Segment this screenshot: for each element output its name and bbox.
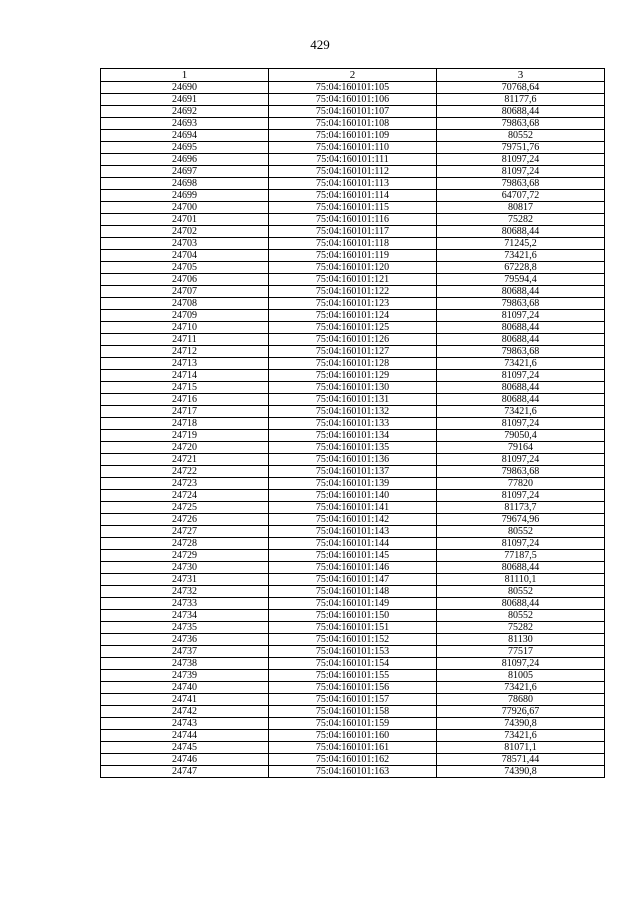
value-cell: 77187,5 xyxy=(437,550,605,562)
value-cell: 80552 xyxy=(437,610,605,622)
value-cell: 81097,24 xyxy=(437,154,605,166)
cadastral-number-cell: 75:04:160101:136 xyxy=(269,454,437,466)
row-number-cell: 24733 xyxy=(101,598,269,610)
value-cell: 81097,24 xyxy=(437,310,605,322)
cadastral-number-cell: 75:04:160101:121 xyxy=(269,274,437,286)
value-cell: 79594,4 xyxy=(437,274,605,286)
row-number-cell: 24710 xyxy=(101,322,269,334)
value-cell: 79751,76 xyxy=(437,142,605,154)
value-cell: 79863,68 xyxy=(437,466,605,478)
table-row xyxy=(101,226,605,238)
value-cell: 77926,67 xyxy=(437,706,605,718)
row-number-cell: 24714 xyxy=(101,370,269,382)
cadastral-number-cell: 75:04:160101:135 xyxy=(269,442,437,454)
row-number-cell: 24723 xyxy=(101,478,269,490)
table-row xyxy=(101,490,605,502)
cadastral-number-cell: 75:04:160101:113 xyxy=(269,178,437,190)
row-number-cell: 24721 xyxy=(101,454,269,466)
cadastral-number-cell: 75:04:160101:153 xyxy=(269,646,437,658)
value-cell: 80552 xyxy=(437,586,605,598)
value-cell: 80552 xyxy=(437,130,605,142)
cadastral-number-cell: 75:04:160101:145 xyxy=(269,550,437,562)
value-cell: 70768,64 xyxy=(437,82,605,94)
cadastral-number-cell: 75:04:160101:117 xyxy=(269,226,437,238)
row-number-cell: 24736 xyxy=(101,634,269,646)
table-row xyxy=(101,646,605,658)
value-cell: 81097,24 xyxy=(437,658,605,670)
value-cell: 81097,24 xyxy=(437,370,605,382)
table-row xyxy=(101,322,605,334)
row-number-cell: 24744 xyxy=(101,730,269,742)
table-row xyxy=(101,286,605,298)
row-number-cell: 24734 xyxy=(101,610,269,622)
value-cell: 80688,44 xyxy=(437,106,605,118)
row-number-cell: 24692 xyxy=(101,106,269,118)
table-row xyxy=(101,634,605,646)
row-number-cell: 24731 xyxy=(101,574,269,586)
value-cell: 75282 xyxy=(437,622,605,634)
row-number-cell: 24699 xyxy=(101,190,269,202)
row-number-cell: 24693 xyxy=(101,118,269,130)
cadastral-number-cell: 75:04:160101:115 xyxy=(269,202,437,214)
row-number-cell: 24730 xyxy=(101,562,269,574)
cadastral-number-cell: 75:04:160101:118 xyxy=(269,238,437,250)
cadastral-number-cell: 75:04:160101:137 xyxy=(269,466,437,478)
value-cell: 81097,24 xyxy=(437,166,605,178)
cadastral-number-cell: 75:04:160101:155 xyxy=(269,670,437,682)
cadastral-number-cell: 75:04:160101:162 xyxy=(269,754,437,766)
column-header-2: 2 xyxy=(269,69,437,82)
row-number-cell: 24724 xyxy=(101,490,269,502)
value-cell: 81130 xyxy=(437,634,605,646)
cadastral-number-cell: 75:04:160101:119 xyxy=(269,250,437,262)
table-row xyxy=(101,526,605,538)
value-cell: 81097,24 xyxy=(437,418,605,430)
table-row xyxy=(101,214,605,226)
cadastral-number-cell: 75:04:160101:134 xyxy=(269,430,437,442)
table-row xyxy=(101,706,605,718)
value-cell: 80688,44 xyxy=(437,598,605,610)
table-row xyxy=(101,454,605,466)
table-row xyxy=(101,658,605,670)
row-number-cell: 24718 xyxy=(101,418,269,430)
table-row xyxy=(101,514,605,526)
row-number-cell: 24722 xyxy=(101,466,269,478)
table-row xyxy=(101,766,605,778)
value-cell: 74390,8 xyxy=(437,718,605,730)
table-row xyxy=(101,334,605,346)
row-number-cell: 24746 xyxy=(101,754,269,766)
value-cell: 80688,44 xyxy=(437,394,605,406)
table-row xyxy=(101,274,605,286)
row-number-cell: 24698 xyxy=(101,178,269,190)
cadastral-number-cell: 75:04:160101:116 xyxy=(269,214,437,226)
value-cell: 80688,44 xyxy=(437,562,605,574)
table-row xyxy=(101,502,605,514)
value-cell: 74390,8 xyxy=(437,766,605,778)
row-number-cell: 24700 xyxy=(101,202,269,214)
cadastral-number-cell: 75:04:160101:125 xyxy=(269,322,437,334)
row-number-cell: 24732 xyxy=(101,586,269,598)
page-number: 429 xyxy=(310,37,330,52)
table-row xyxy=(101,694,605,706)
row-number-cell: 24738 xyxy=(101,658,269,670)
value-cell: 80688,44 xyxy=(437,382,605,394)
row-number-cell: 24697 xyxy=(101,166,269,178)
cadastral-number-cell: 75:04:160101:154 xyxy=(269,658,437,670)
value-cell: 79050,4 xyxy=(437,430,605,442)
row-number-cell: 24701 xyxy=(101,214,269,226)
value-cell: 80688,44 xyxy=(437,322,605,334)
row-number-cell: 24696 xyxy=(101,154,269,166)
table-body xyxy=(101,82,605,778)
row-number-cell: 24742 xyxy=(101,706,269,718)
row-number-cell: 24705 xyxy=(101,262,269,274)
cadastral-number-cell: 75:04:160101:156 xyxy=(269,682,437,694)
value-cell: 79863,68 xyxy=(437,178,605,190)
row-number-cell: 24717 xyxy=(101,406,269,418)
row-number-cell: 24747 xyxy=(101,766,269,778)
value-cell: 77820 xyxy=(437,478,605,490)
data-table xyxy=(100,68,605,778)
row-number-cell: 24715 xyxy=(101,382,269,394)
table-row xyxy=(101,118,605,130)
value-cell: 77517 xyxy=(437,646,605,658)
row-number-cell: 24743 xyxy=(101,718,269,730)
table-row xyxy=(101,154,605,166)
table-row xyxy=(101,82,605,94)
table-row xyxy=(101,130,605,142)
table-row xyxy=(101,190,605,202)
table-row xyxy=(101,550,605,562)
row-number-cell: 24695 xyxy=(101,142,269,154)
cadastral-number-cell: 75:04:160101:110 xyxy=(269,142,437,154)
table-row xyxy=(101,358,605,370)
table-row xyxy=(101,394,605,406)
cadastral-number-cell: 75:04:160101:149 xyxy=(269,598,437,610)
row-number-cell: 24739 xyxy=(101,670,269,682)
value-cell: 79863,68 xyxy=(437,118,605,130)
table-row xyxy=(101,682,605,694)
cadastral-number-cell: 75:04:160101:146 xyxy=(269,562,437,574)
cadastral-number-cell: 75:04:160101:109 xyxy=(269,130,437,142)
row-number-cell: 24704 xyxy=(101,250,269,262)
row-number-cell: 24745 xyxy=(101,742,269,754)
table-row xyxy=(101,202,605,214)
value-cell: 78680 xyxy=(437,694,605,706)
value-cell: 81005 xyxy=(437,670,605,682)
table-row xyxy=(101,586,605,598)
table-row xyxy=(101,406,605,418)
cadastral-number-cell: 75:04:160101:161 xyxy=(269,742,437,754)
table-row xyxy=(101,478,605,490)
row-number-cell: 24741 xyxy=(101,694,269,706)
row-number-cell: 24719 xyxy=(101,430,269,442)
cadastral-number-cell: 75:04:160101:112 xyxy=(269,166,437,178)
value-cell: 73421,6 xyxy=(437,250,605,262)
cadastral-number-cell: 75:04:160101:143 xyxy=(269,526,437,538)
cadastral-number-cell: 75:04:160101:127 xyxy=(269,346,437,358)
value-cell: 81097,24 xyxy=(437,538,605,550)
cadastral-number-cell: 75:04:160101:130 xyxy=(269,382,437,394)
cadastral-number-cell: 75:04:160101:152 xyxy=(269,634,437,646)
value-cell: 81177,6 xyxy=(437,94,605,106)
row-number-cell: 24740 xyxy=(101,682,269,694)
table-row xyxy=(101,178,605,190)
table-row xyxy=(101,346,605,358)
value-cell: 79863,68 xyxy=(437,346,605,358)
row-number-cell: 24709 xyxy=(101,310,269,322)
value-cell: 73421,6 xyxy=(437,406,605,418)
column-header-3: 3 xyxy=(437,69,605,82)
value-cell: 81097,24 xyxy=(437,454,605,466)
header-row xyxy=(101,69,605,82)
value-cell: 71245,2 xyxy=(437,238,605,250)
table-row xyxy=(101,610,605,622)
cadastral-number-cell: 75:04:160101:124 xyxy=(269,310,437,322)
cadastral-number-cell: 75:04:160101:132 xyxy=(269,406,437,418)
table-row xyxy=(101,238,605,250)
value-cell: 75282 xyxy=(437,214,605,226)
row-number-cell: 24703 xyxy=(101,238,269,250)
cadastral-number-cell: 75:04:160101:120 xyxy=(269,262,437,274)
table-row xyxy=(101,574,605,586)
row-number-cell: 24720 xyxy=(101,442,269,454)
row-number-cell: 24726 xyxy=(101,514,269,526)
value-cell: 81071,1 xyxy=(437,742,605,754)
row-number-cell: 24711 xyxy=(101,334,269,346)
value-cell: 67228,8 xyxy=(437,262,605,274)
row-number-cell: 24729 xyxy=(101,550,269,562)
table-row xyxy=(101,310,605,322)
row-number-cell: 24706 xyxy=(101,274,269,286)
row-number-cell: 24737 xyxy=(101,646,269,658)
cadastral-number-cell: 75:04:160101:114 xyxy=(269,190,437,202)
value-cell: 81097,24 xyxy=(437,490,605,502)
value-cell: 80688,44 xyxy=(437,226,605,238)
table-row xyxy=(101,418,605,430)
row-number-cell: 24727 xyxy=(101,526,269,538)
value-cell: 80552 xyxy=(437,526,605,538)
cadastral-number-cell: 75:04:160101:151 xyxy=(269,622,437,634)
cadastral-number-cell: 75:04:160101:133 xyxy=(269,418,437,430)
table-row xyxy=(101,562,605,574)
cadastral-number-cell: 75:04:160101:105 xyxy=(269,82,437,94)
cadastral-number-cell: 75:04:160101:147 xyxy=(269,574,437,586)
table-row xyxy=(101,670,605,682)
cadastral-number-cell: 75:04:160101:142 xyxy=(269,514,437,526)
table-row xyxy=(101,166,605,178)
table-header xyxy=(101,69,605,82)
value-cell: 80688,44 xyxy=(437,334,605,346)
row-number-cell: 24691 xyxy=(101,94,269,106)
cadastral-number-cell: 75:04:160101:126 xyxy=(269,334,437,346)
table-row xyxy=(101,250,605,262)
row-number-cell: 24702 xyxy=(101,226,269,238)
cadastral-number-cell: 75:04:160101:139 xyxy=(269,478,437,490)
table-row xyxy=(101,718,605,730)
cadastral-number-cell: 75:04:160101:111 xyxy=(269,154,437,166)
row-number-cell: 24708 xyxy=(101,298,269,310)
value-cell: 80688,44 xyxy=(437,286,605,298)
cadastral-number-cell: 75:04:160101:107 xyxy=(269,106,437,118)
cadastral-number-cell: 75:04:160101:150 xyxy=(269,610,437,622)
value-cell: 79863,68 xyxy=(437,298,605,310)
row-number-cell: 24728 xyxy=(101,538,269,550)
table-row xyxy=(101,430,605,442)
cadastral-number-cell: 75:04:160101:144 xyxy=(269,538,437,550)
row-number-cell: 24725 xyxy=(101,502,269,514)
cadastral-number-cell: 75:04:160101:106 xyxy=(269,94,437,106)
table-row xyxy=(101,382,605,394)
table-row xyxy=(101,598,605,610)
cadastral-number-cell: 75:04:160101:108 xyxy=(269,118,437,130)
cadastral-number-cell: 75:04:160101:122 xyxy=(269,286,437,298)
column-header-1: 1 xyxy=(101,69,269,82)
row-number-cell: 24716 xyxy=(101,394,269,406)
row-number-cell: 24713 xyxy=(101,358,269,370)
cadastral-number-cell: 75:04:160101:128 xyxy=(269,358,437,370)
table-row xyxy=(101,298,605,310)
row-number-cell: 24707 xyxy=(101,286,269,298)
table-row xyxy=(101,730,605,742)
cadastral-number-cell: 75:04:160101:159 xyxy=(269,718,437,730)
cadastral-number-cell: 75:04:160101:158 xyxy=(269,706,437,718)
cadastral-number-cell: 75:04:160101:157 xyxy=(269,694,437,706)
table-row xyxy=(101,754,605,766)
table-row xyxy=(101,262,605,274)
value-cell: 81173,7 xyxy=(437,502,605,514)
cadastral-number-cell: 75:04:160101:148 xyxy=(269,586,437,598)
value-cell: 78571,44 xyxy=(437,754,605,766)
row-number-cell: 24690 xyxy=(101,82,269,94)
row-number-cell: 24712 xyxy=(101,346,269,358)
value-cell: 80817 xyxy=(437,202,605,214)
table-row xyxy=(101,742,605,754)
value-cell: 73421,6 xyxy=(437,730,605,742)
value-cell: 64707,72 xyxy=(437,190,605,202)
cadastral-number-cell: 75:04:160101:163 xyxy=(269,766,437,778)
value-cell: 79674,96 xyxy=(437,514,605,526)
value-cell: 81110,1 xyxy=(437,574,605,586)
table-row xyxy=(101,442,605,454)
value-cell: 73421,6 xyxy=(437,358,605,370)
row-number-cell: 24694 xyxy=(101,130,269,142)
table-row xyxy=(101,538,605,550)
table-row xyxy=(101,370,605,382)
table-row xyxy=(101,466,605,478)
cadastral-number-cell: 75:04:160101:140 xyxy=(269,490,437,502)
cadastral-number-cell: 75:04:160101:123 xyxy=(269,298,437,310)
cadastral-number-cell: 75:04:160101:160 xyxy=(269,730,437,742)
table-row xyxy=(101,106,605,118)
table-row xyxy=(101,142,605,154)
value-cell: 79164 xyxy=(437,442,605,454)
value-cell: 73421,6 xyxy=(437,682,605,694)
cadastral-number-cell: 75:04:160101:131 xyxy=(269,394,437,406)
cadastral-number-cell: 75:04:160101:129 xyxy=(269,370,437,382)
table-row xyxy=(101,622,605,634)
cadastral-number-cell: 75:04:160101:141 xyxy=(269,502,437,514)
table-row xyxy=(101,94,605,106)
row-number-cell: 24735 xyxy=(101,622,269,634)
